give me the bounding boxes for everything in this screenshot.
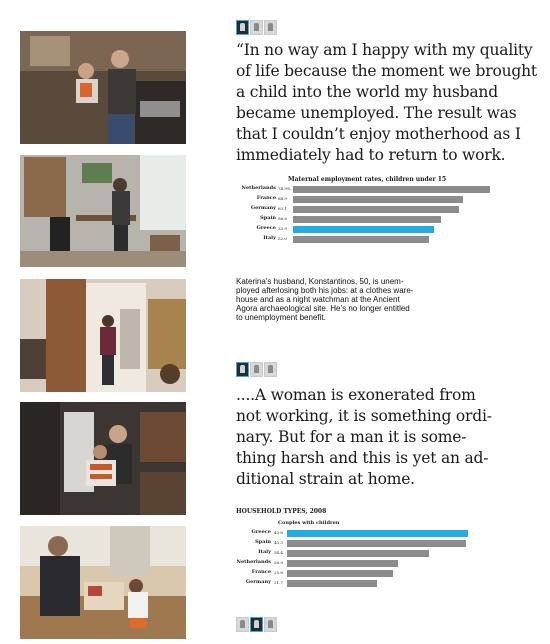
chart-household-types (236, 508, 536, 588)
value-label: 26.9 (274, 560, 283, 565)
thumbnail-person-icon[interactable] (264, 362, 277, 377)
thumbnail-person-icon[interactable] (236, 617, 249, 632)
value-label: 43.3 (274, 540, 283, 545)
category-label: Spain (255, 539, 271, 545)
thumbnail-person-icon[interactable] (236, 362, 249, 377)
quote-man-unemployment (236, 385, 536, 490)
chart-row (236, 206, 536, 213)
body-line: to unemployment benefit. (236, 313, 326, 322)
chart-row (236, 540, 536, 547)
chart-maternal-employment (236, 176, 536, 246)
category-label: Germany (245, 579, 271, 585)
chart-row (236, 236, 536, 243)
value-label: 56.6 (278, 216, 287, 221)
bar (293, 206, 459, 213)
thumbnail-strip-top (236, 20, 277, 35)
value-label: 53.9 (278, 226, 287, 231)
value-label: 25.6 (274, 570, 283, 575)
bar (287, 580, 377, 587)
bar (293, 186, 490, 193)
quote-line: thing harsh and this is yet an ad- (236, 449, 489, 467)
bar (287, 540, 466, 547)
body-line: ployed afterlosing both his jobs: at a clothes ware- (236, 286, 414, 295)
value-label: 43.8 (274, 530, 283, 535)
value-label: 64.9 (278, 196, 287, 201)
quote-line: a child into the world my husband (236, 83, 498, 101)
article-body-text (236, 277, 476, 322)
body-line: Katerina’s husband, Konstantinos, 50, is unem- (236, 277, 404, 286)
value-label: 74.9% (278, 186, 291, 191)
value-label: 52.0 (278, 236, 287, 241)
thumbnail-person-icon[interactable] (250, 20, 263, 35)
category-label: Netherlands (236, 559, 271, 565)
quote-line: ditional strain at home. (236, 470, 415, 488)
photo-kitchen-father (20, 402, 186, 515)
value-label: 63.1 (278, 206, 287, 211)
body-line: house and as a night watchman at the Ancient (236, 295, 400, 304)
category-label: Greece (251, 529, 271, 535)
photo-living-room (20, 155, 186, 267)
value-label: 21.7 (274, 580, 283, 585)
bar (287, 550, 429, 557)
thumbnail-strip-bottom (236, 617, 277, 632)
bar (293, 236, 429, 243)
bar (293, 196, 463, 203)
thumbnail-person-icon[interactable] (250, 617, 263, 632)
quote-line: not working, it is something ordi- (236, 407, 492, 425)
chart-title: HOUSEHOLD TYPES, 2008 (236, 508, 327, 515)
category-label: France (251, 569, 271, 575)
thumbnail-person-icon[interactable] (236, 20, 249, 35)
chart-row (236, 216, 536, 223)
photo-kitchen (20, 31, 186, 144)
value-label: 34.4 (274, 550, 283, 555)
quote-line: of life because the moment we brought (236, 62, 537, 80)
chart-title: Maternal employment rates, children under 15 (288, 176, 447, 183)
category-label: France (256, 195, 276, 201)
thumbnail-strip-middle (236, 362, 277, 377)
bar (287, 530, 468, 537)
chart-row (236, 580, 536, 587)
thumbnail-person-icon[interactable] (264, 617, 277, 632)
quote-line: ....A woman is exonerated from (236, 386, 476, 404)
quote-line: immediately had to return to work. (236, 146, 506, 164)
category-label: Germany (250, 205, 276, 211)
bar (293, 216, 441, 223)
quote-line: “In no way am I happy with my quality (236, 41, 533, 59)
quote-motherhood (236, 40, 546, 166)
chart-row (236, 186, 536, 193)
quote-line: that I couldn’t enjoy motherhood as I (236, 125, 521, 143)
category-label: Greece (256, 225, 276, 231)
chart-row (236, 570, 536, 577)
category-label: Italy (263, 235, 276, 241)
chart-row (236, 226, 536, 233)
thumbnail-person-icon[interactable] (264, 20, 277, 35)
chart-row (236, 196, 536, 203)
chart-row (236, 530, 536, 537)
category-label: Netherlands (241, 185, 276, 191)
chart-row (236, 560, 536, 567)
photo-father-reading (20, 526, 186, 639)
quote-line: became unemployed. The result was (236, 104, 517, 122)
photo-doorway (20, 279, 186, 392)
thumbnail-person-icon[interactable] (250, 362, 263, 377)
chart-row (236, 550, 536, 557)
bar (287, 560, 398, 567)
bar (287, 570, 393, 577)
quote-line: nary. But for a man it is some- (236, 428, 467, 446)
chart-subtitle: Couples with children (278, 520, 340, 526)
category-label: Spain (260, 215, 276, 221)
category-label: Italy (258, 549, 271, 555)
body-line: Agora archaeological site. He’s no longer entitled (236, 304, 410, 313)
bar (293, 226, 434, 233)
